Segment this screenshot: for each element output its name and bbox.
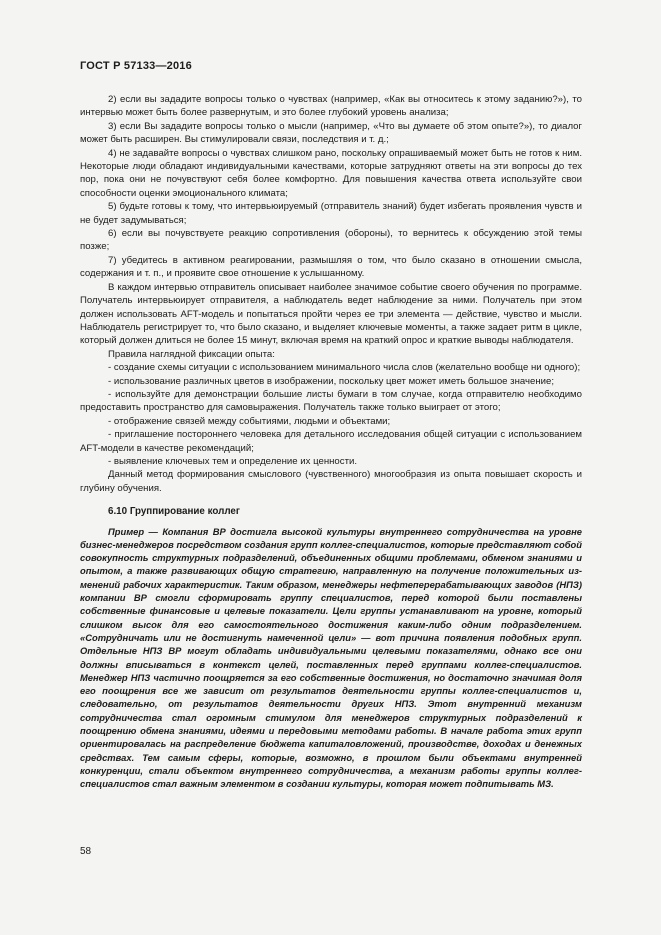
paragraph: 4) не задавайте вопросы о чувствах слишком рано, поскольку опрашиваемый может быть не готов к ним. Некоторые люди обладают индивидуальными качествами, которые затрудняют ответы на эти вопросы до тех пор, пока они не почувствуют себя более комфортно. Для повышения качества ответа используйте свои способности оценки эмоционального климата; <box>80 147 582 199</box>
example-paragraph <box>80 525 582 791</box>
example-lead: Пример — <box>108 525 163 537</box>
list-item: - создание схемы ситуации с использованием минимального числа слов (желательно вообще ни одного); <box>108 362 581 374</box>
paragraph: 3) если Вы зададите вопросы только о мысли (например, «Что вы думаете об этом опыте?»), то диалог может быть расширен. Вы стимулировали связи, последствия и т. д.; <box>80 120 582 146</box>
standard-header: ГОСТ Р 57133—2016 <box>80 60 192 72</box>
list-item: - отображение связей между событиями, людьми и объектами; <box>108 415 391 427</box>
paragraph: В каждом интервью отправитель описывает наиболее значимое событие своего обучения по программе. Получатель интервьюирует отправителя, а наблюдатель ведет наблюдение за ними. Получатель при этом должен использовать AFT-модель и попытаться пройти через ее три элемента — действие, чувство и мысли. Наблюдатель регистрирует то, что было сказано, и выделяет ключевые моменты, а также задает ритм в цикле, который должен длиться не более 15 минут, включая время на краткий опрос и краткие выводы наблюдателя. <box>80 281 582 347</box>
example-text: Компания ВР достигла высокой культуры внутреннего сотрудничества на уровне бизнес-менеджеров посредством создания групп коллег-специалистов, которые представляют собой совокупность структурных подразделений, объединенных общими проблемами, обменом знаниями и опытом, а также развивающих общую стратегию, направленную на получение положительных изменений рабочих характеристик. Таким образом, менеджеры нефтеперерабатывающих заводов (НПЗ) компании ВР смогли сформировать группу специалистов, перед которой были поставлены собственные финансовые и целевые показатели. Цели группы устанавливают на уровне, который слишком высок для его самостоятельного достижения каким-либо одним подразделением. «Сотрудничать или не достигнуть намеченной цели» — вот причина появления подобных групп. Отдельные НПЗ ВР могут обладать индивидуальными целевыми показателями, однако все они должны вписываться в контекст целей, поставленных перед группами коллег-специалистов. Менеджер НПЗ частично поощряется за его собственные достижения, но достаточно значимая доля его поощрения все же зависит от результатов деятельности группы коллег-специалистов и, следовательно, от результатов деятельности других НПЗ. Этот внутренний механизм сотрудничества стал огромным стимулом для менеджеров структурных подразделений к поощрению обмена знаниями, идеями и передовыми методами работы. В начале работа этих групп ориентировалась на распределение бюджета капиталовложений, производстве, доходах и денежных средствах. Тем самым сферы, которые, возможно, в прошлом были объектами внутренней конкуренции, стали объектом внутреннего сотрудничества, а механизм работы группы коллег-специалистов стал важным элементом в создании культуры, которая может подпитывать МЗ. <box>80 525 582 790</box>
paragraph: Правила наглядной фиксации опыта: <box>108 348 275 360</box>
paragraph: 2) если вы зададите вопросы только о чувствах (например, «Как вы относитесь к этому заданию?»), то интервью может быть более развернутым, и это более глубокий уровень анализа; <box>80 94 582 119</box>
list-item: - используйте для демонстрации большие листы бумаги в том случае, когда отправителю необходимо предоставить пространство для самовыражения. Получатель также только выиграет от этого; <box>80 388 582 414</box>
list-item: - выявление ключевых тем и определение их ценности. <box>108 455 357 467</box>
section-title: Группирование коллег <box>129 506 240 518</box>
paragraph: 7) убедитесь в активном реагировании, размышляя о том, что было сказано в отношении смысла, содержания и т. п., и проявите свое отношение к услышанному. <box>80 254 582 280</box>
paragraph: 6) если вы почувствуете реакцию сопротивления (обороны), то вернитесь к обсуждению этой темы позже; <box>80 228 582 253</box>
section-number: 6.10 <box>108 506 128 518</box>
paragraph: 5) будьте готовы к тому, что интервьюируемый (отправитель знаний) будет избегать проявления чувств и не будет задумываться; <box>80 201 582 226</box>
paragraph: Данный метод формирования смыслового (чувственного) многообразия из опыта повышает скорость и глубину обучения. <box>80 469 582 494</box>
page-number: 58 <box>80 846 92 857</box>
document-body <box>80 93 582 791</box>
section-heading <box>80 505 582 518</box>
list-item: - приглашение постороннего человека для детального исследования общей ситуации с использованием AFT-модели в качестве рекомендаций; <box>80 429 582 454</box>
list-item: - использование различных цветов в изображении, поскольку цвет может иметь большое значение; <box>108 375 554 387</box>
